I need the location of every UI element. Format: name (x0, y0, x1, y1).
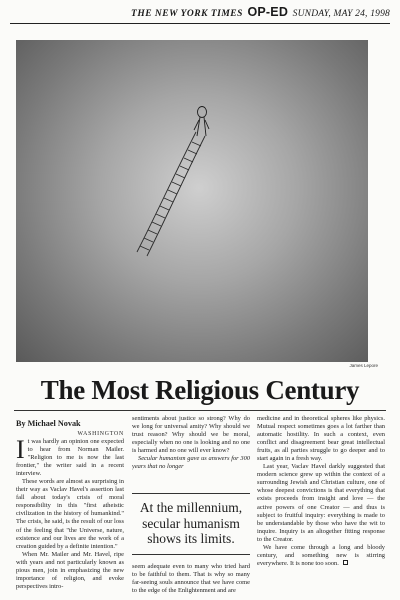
closing-paragraph (257, 544, 385, 568)
headline-rule (14, 410, 386, 411)
masthead (10, 4, 390, 24)
paragraph: sentiments about justice so strong? Why do we long for universal amity? Why should we trust reason? Why should we be moral, especially when no one is looking and no one is harmed and no one will ever know? (132, 415, 250, 455)
lead-paragraph (16, 435, 124, 478)
illustration-credit: James Lepore (349, 363, 378, 368)
ladder-left-rail (137, 132, 196, 252)
lead-paragraph-text: t was hardly an opinion one expected to hear from Norman Mailer. "Religion to me is now the last frontier," the writer said in a recent interview. (16, 438, 124, 478)
paragraph: seem adequate even to many who tried hard to be faithful to them. That is why so many far-seeing souls announce that we have come to the edge of the Enlightenment and are (132, 562, 250, 594)
figure-on-ladder-illustration (16, 40, 368, 362)
issue-date: SUNDAY, MAY 24, 1998 (292, 9, 390, 19)
section-name: OP-ED (247, 5, 289, 19)
dateline: WASHINGTON (77, 431, 124, 437)
drop-cap: I (16, 435, 25, 464)
standing-figure-icon (194, 107, 209, 137)
article-headline: The Most Religious Century (40, 375, 360, 405)
article-column-1 (16, 418, 124, 600)
paragraph-text: Secular humanism gave us answers for 300 years that no longer (132, 455, 250, 471)
article-column-2 (132, 415, 250, 600)
publication-name: THE NEW YORK TIMES (131, 9, 243, 19)
closing-paragraph-text: We have come through a long and bloody century, and something new is stirring everywhere. It is none too soon. (257, 543, 385, 567)
ladder-rungs (140, 142, 201, 250)
article-column-3 (257, 415, 385, 600)
pull-quote: At the millennium, secular humanism shows its limits. (132, 493, 250, 555)
paragraph: These words are almost as surprising in their way as Vaclav Havel's assertion last fall about today's crisis of moral responsibility in this "first atheistic civilization in the history of humankind." The crisis, he said, is the result of our loss of the feeling that "the Universe, nature, existence and our lives are the work of a creation guided by a definite intention." (16, 478, 124, 550)
paragraph (132, 455, 250, 471)
ladder-drawing (16, 40, 368, 362)
end-mark-icon (343, 560, 348, 565)
byline: By Michael Novak (16, 419, 81, 428)
paragraph: medicine and in theoretical spheres like physics. Mutual respect sometimes goes a lot farther than automatic hostility. In such a context, even conflict and disagreement bear great intellectual fruits, as all parties struggle to go deeper and to start again in a fresh way. (257, 415, 385, 463)
paragraph: When Mr. Mailer and Mr. Havel, ripe with years and not particularly known as pious men, join in emphasizing the new importance of religion, and evoke perspectives intro- (16, 550, 124, 590)
paragraph: Last year, Vaclav Havel darkly suggested that modern science grew up within the context of a surrounding Jewish and Christian culture, one of whose deepest convictions is that everything that exists proceeds from insight and love — the active powers of one Creator — and thus is subject to fruitful inquiry: everything is made to be understandable by those who have the wit to inquire. Inquiry is an altogether fitting response to the Creator. (257, 463, 385, 543)
